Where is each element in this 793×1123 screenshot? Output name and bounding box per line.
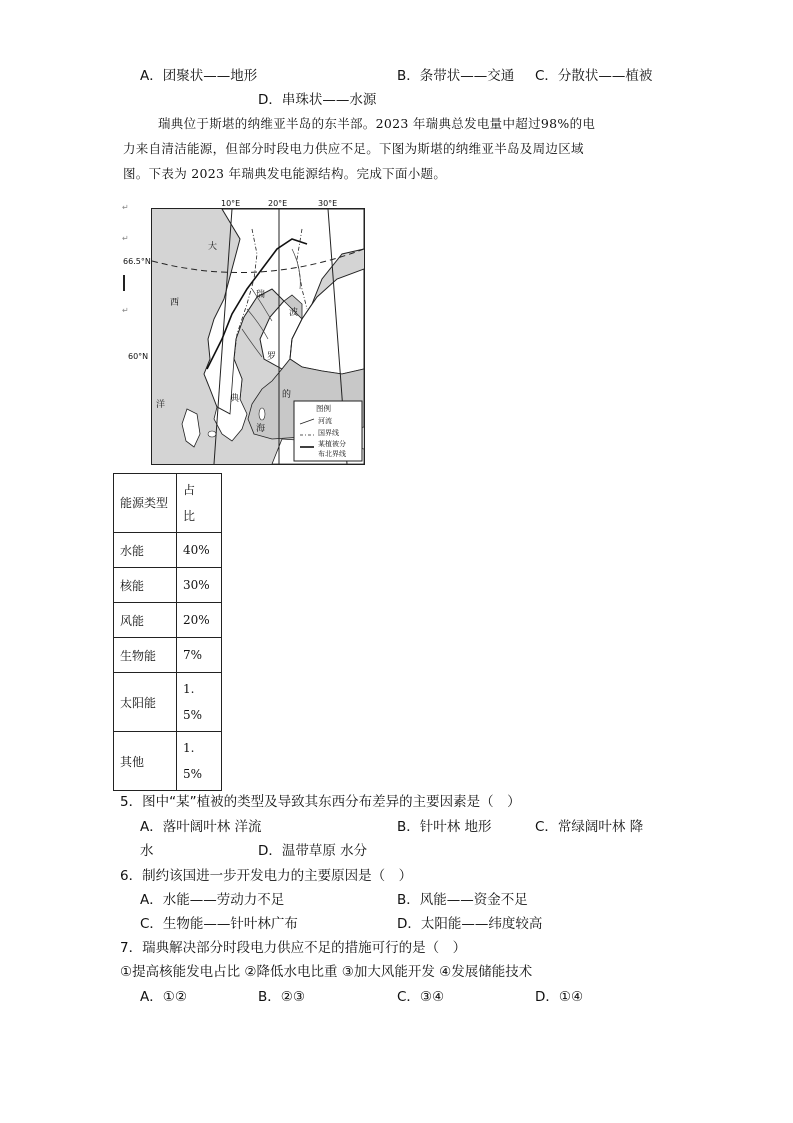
row-share-text: 1.5% <box>183 741 203 781</box>
legend-title: 图例 <box>316 404 331 413</box>
label-bo: 波 <box>289 308 299 318</box>
q5-option-a: A．落叶阔叶林 洋流 <box>140 819 262 835</box>
lon-label-20: 20°E <box>268 199 288 208</box>
legend-veg-2: 布北界线 <box>318 450 346 458</box>
row-type: 风能 <box>114 603 177 638</box>
table-row <box>114 638 222 673</box>
q7-option-b: B．②③ <box>258 989 305 1005</box>
row-share: 40% <box>177 533 222 568</box>
q7-stem: 7．瑞典解决部分时段电力供应不足的措施可行的是（ ） <box>120 940 467 956</box>
return-mark: ↵ <box>122 203 129 212</box>
row-share: 20% <box>177 603 222 638</box>
lat-label-66: 66.5°N <box>123 257 151 266</box>
q6-option-c: C．生物能——针叶林广布 <box>140 916 298 932</box>
intro-line-2: 力来自清洁能源，但部分时段电力供应不足。下图为斯堪的纳维亚半岛及周边区域 <box>123 141 584 156</box>
scandinavia-map <box>151 208 365 465</box>
q7-option-d: D．①④ <box>535 989 584 1005</box>
q7-option-a: A．①② <box>140 989 187 1005</box>
q5-stem: 5．图中“某”植被的类型及导致其东西分布差异的主要因素是（ ） <box>120 794 521 810</box>
row-share-text: 1.5% <box>183 682 203 722</box>
label-xi: 西 <box>170 298 180 308</box>
table-row <box>114 533 222 568</box>
label-rui: 瑞 <box>256 290 266 300</box>
q6-stem: 6．制约该国进一步开发电力的主要原因是（ ） <box>120 868 413 884</box>
header-share-text: 占比 <box>183 483 196 523</box>
table-header-row <box>114 474 222 533</box>
header-type <box>114 474 177 533</box>
legend-river: 河流 <box>318 417 332 425</box>
prev-option-d: D．串珠状——水源 <box>258 92 377 108</box>
row-share <box>177 732 222 791</box>
legend-veg-1: 某植被分 <box>318 440 346 448</box>
label-hai: 海 <box>256 424 266 434</box>
prev-option-c: C．分散状——植被 <box>535 68 653 84</box>
lon-label-30: 30°E <box>318 199 338 208</box>
island <box>208 431 216 437</box>
q6-option-b: B．风能——资金不足 <box>397 892 528 908</box>
row-share: 7% <box>177 638 222 673</box>
prev-option-a: A．团聚状——地形 <box>140 68 258 84</box>
return-mark: ↵ <box>122 234 129 243</box>
row-type: 核能 <box>114 568 177 603</box>
return-mark: ↵ <box>122 306 129 315</box>
q5-option-c: C．常绿阔叶林 降 <box>535 819 644 835</box>
intro-line-1: 瑞典位于斯堪的纳维亚半岛的东半部。2023 年瑞典总发电量中超过98%的电 <box>158 116 596 131</box>
margin-bar <box>123 275 125 291</box>
q6-option-d: D．太阳能——纬度较高 <box>397 916 543 932</box>
table-row <box>114 732 222 791</box>
q7-items: ①提高核能发电占比 ②降低水电比重 ③加大风能开发 ④发展储能技术 <box>120 964 533 980</box>
row-type: 生物能 <box>114 638 177 673</box>
q5-option-d: D．温带草原 水分 <box>258 843 368 859</box>
table-row <box>114 603 222 638</box>
q5-option-b: B．针叶林 地形 <box>397 819 492 835</box>
label-yang: 洋 <box>156 400 166 410</box>
row-type: 太阳能 <box>114 673 177 732</box>
q5-option-c-cont: 水 <box>140 843 154 859</box>
row-share <box>177 673 222 732</box>
q7-option-c: C．③④ <box>397 989 445 1005</box>
label-de: 的 <box>282 390 292 400</box>
label-luo: 罗 <box>267 352 277 362</box>
row-type: 水能 <box>114 533 177 568</box>
table-row <box>114 568 222 603</box>
gotland-island <box>259 408 265 420</box>
row-type: 其他 <box>114 732 177 791</box>
table-row <box>114 673 222 732</box>
header-type-text: 能源类型 <box>120 496 169 510</box>
header-share <box>177 474 222 533</box>
legend-border: 国界线 <box>318 429 339 437</box>
label-dian: 典 <box>230 394 240 404</box>
row-share: 30% <box>177 568 222 603</box>
q6-option-a: A．水能——劳动力不足 <box>140 892 285 908</box>
lat-label-60: 60°N <box>128 352 149 361</box>
label-da: 大 <box>208 242 218 252</box>
energy-structure-table <box>113 473 222 791</box>
prev-option-b: B．条带状——交通 <box>397 68 515 84</box>
intro-line-3: 图。下表为 2023 年瑞典发电能源结构。完成下面小题。 <box>123 166 447 181</box>
lon-label-10: 10°E <box>221 199 241 208</box>
